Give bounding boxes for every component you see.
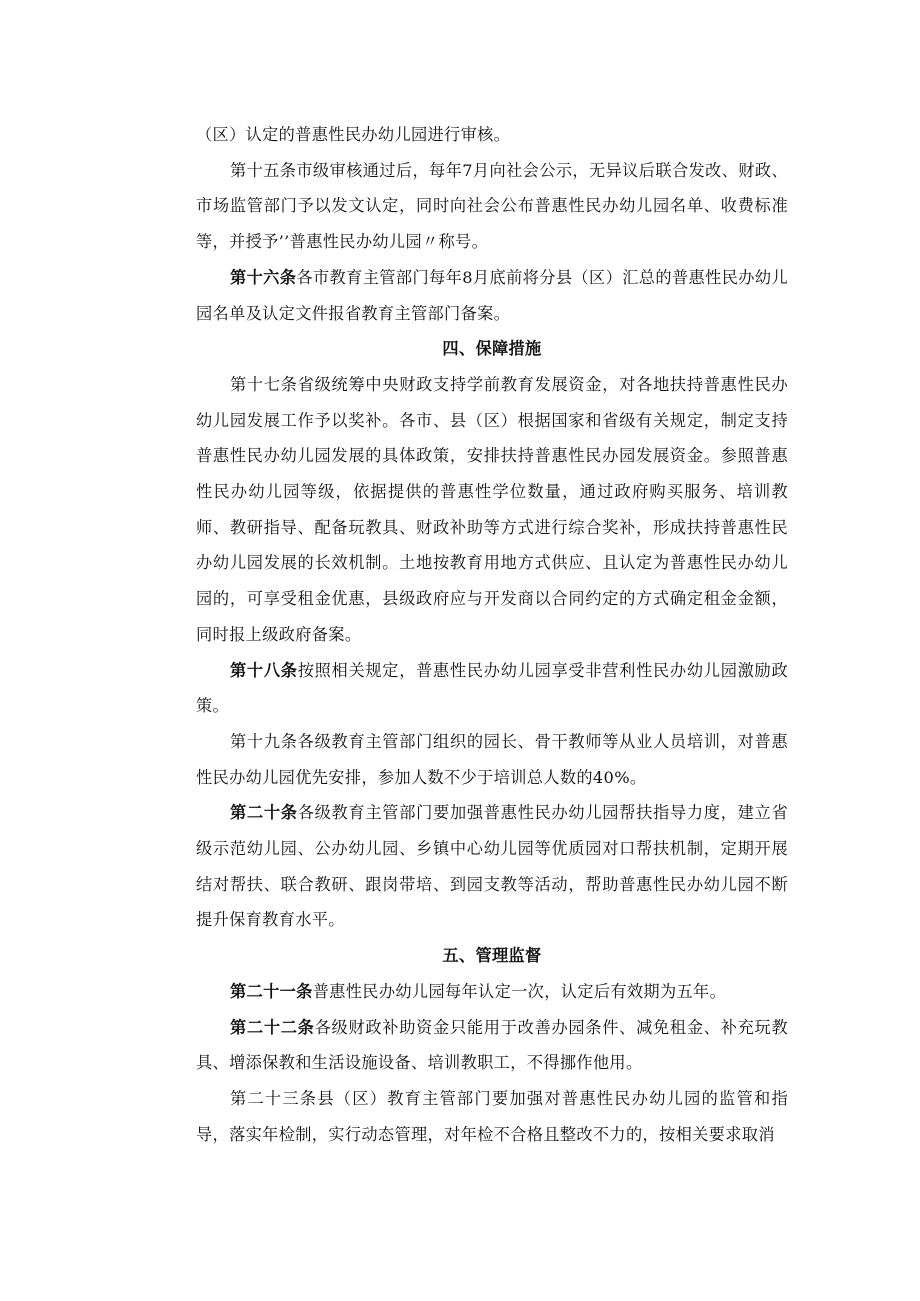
article-19 [196, 724, 788, 795]
article-21 [196, 974, 788, 1010]
article-number: 第十六条 [230, 267, 297, 287]
paragraph-text: 各级教育主管部门要加强普惠性民办幼儿园帮扶指导力度，建立省级示范幼儿园、公办幼儿园、乡镇中心幼儿园等优质园对口帮扶机制，定期开展结对帮扶、联合教研、跟岗带培、到园支教等活动，帮助普惠性民办幼儿园不断提升保育教育水平。 [196, 803, 788, 930]
paragraph-text: 按照相关规定，普惠性民办幼儿园享受非营利性民办幼儿园激励政策。 [196, 660, 788, 716]
article-17 [196, 367, 788, 653]
article-18 [196, 653, 788, 724]
paragraph-text: 第十七条省级统筹中央财政支持学前教育发展资金，对各地扶持普惠性民办幼儿园发展工作予以奖补。各市、县（区）根据国家和省级有关规定，制定支持普惠性民办幼儿园发展的具体政策，安排扶持普惠性民办园发展资金。参照普惠性民办幼儿园等级，依据提供的普惠性学位数量，通过政府购买服务、培训教师、教研指导、配备玩教具、财政补助等方式进行综合奖补，形成扶持普惠性民办幼儿园发展的长效机制。土地按教育用地方式供应、且认定为普惠性民办幼儿园的，可享受租金优惠，县级政府应与开发商以合同约定的方式确定租金金额，同时报上级政府备案。 [196, 374, 788, 644]
article-16 [196, 260, 788, 331]
paragraph-text: 第十九条各级教育主管部门组织的园长、骨干教师等从业人员培训，对普惠性民办幼儿园优先安排，参加人数不少于培训总人数的40%。 [196, 731, 788, 787]
section-heading-safeguards: 四、保障措施 [442, 339, 542, 359]
article-22 [196, 1010, 788, 1081]
paragraph-text: 第二十三条县（区）教育主管部门要加强对普惠性民办幼儿园的监管和指导，落实年检制，实行动态管理，对年检不合格且整改不力的，按相关要求取消 [196, 1088, 788, 1144]
article-23 [196, 1081, 788, 1152]
article-15 [196, 153, 788, 260]
article-20 [196, 795, 788, 938]
paragraph-text: （区）认定的普惠性民办幼儿园进行审核。 [196, 125, 511, 144]
paragraph-text: 各市教育主管部门每年8月底前将分县（区）汇总的普惠性民办幼儿园名单及认定文件报省教育主管部门备案。 [196, 267, 789, 323]
paragraph-continuation [196, 117, 788, 153]
paragraph-text: 第十五条市级审核通过后，每年7月向社会公示，无异议后联合发改、财政、市场监管部门予以发文认定，同时向社会公布普惠性民办幼儿园名单、收费标准等，并授予’’普惠性民办幼儿园〃称号。 [196, 160, 788, 252]
section-heading-supervision: 五、管理监督 [442, 946, 542, 966]
article-number: 第二十一条 [230, 981, 313, 1001]
article-number: 第二十条 [230, 803, 298, 823]
paragraph-text: 各级财政补助资金只能用于改善办园条件、减免租金、补充玩教具、增添保教和生活设施设备、培训教职工，不得挪作他用。 [196, 1017, 788, 1073]
paragraph-text: 普惠性民办幼儿园每年认定一次，认定后有效期为五年。 [312, 981, 727, 1001]
article-number: 第十八条 [230, 660, 298, 680]
document-body [196, 117, 788, 1152]
article-number: 第二十二条 [230, 1017, 315, 1037]
